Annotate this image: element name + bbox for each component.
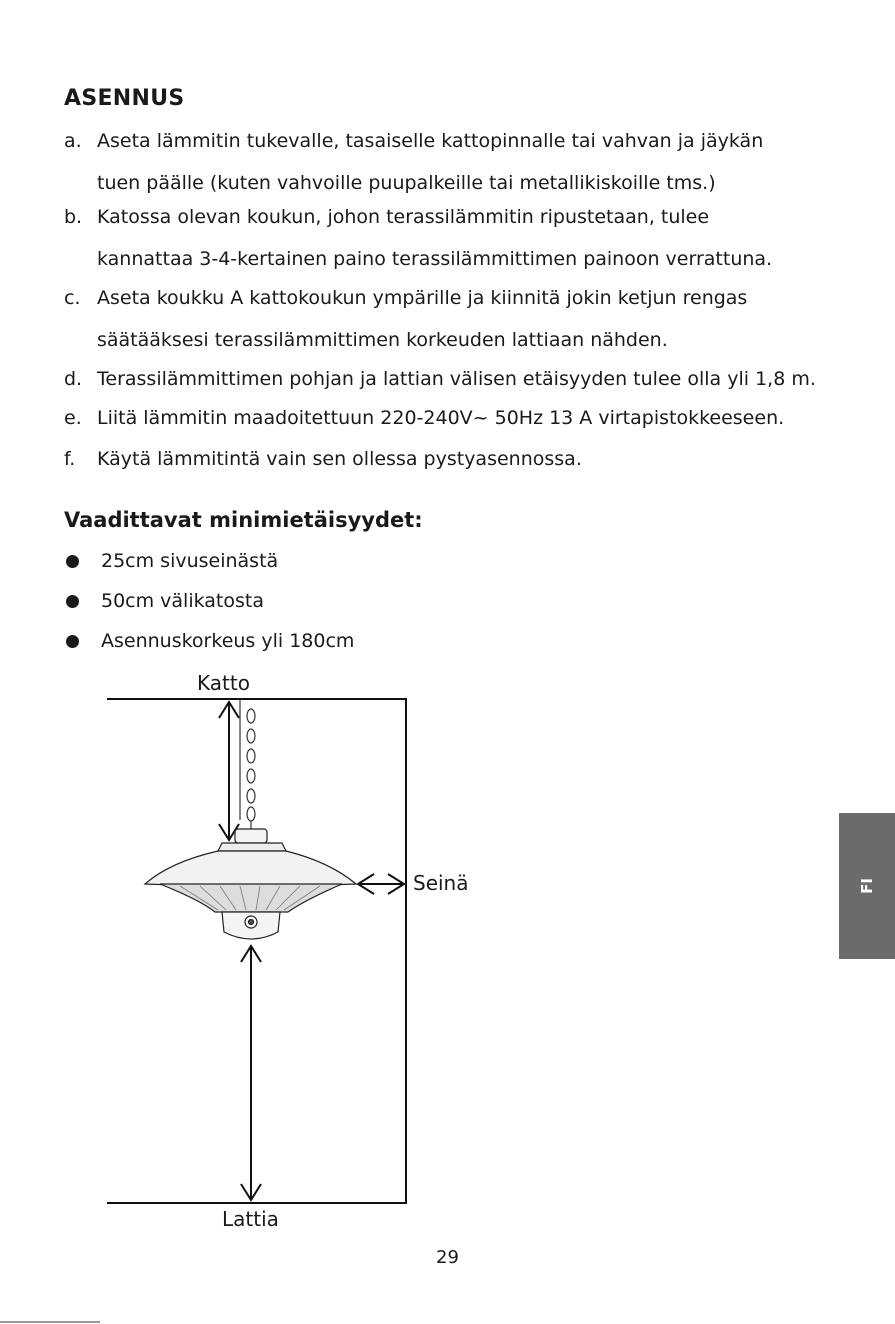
step-text: Katossa olevan koukun, johon terassilämmitin ripustetaan, tulee — [97, 206, 710, 228]
step-text: Aseta koukku A kattokoukun ympärille ja kiinnitä jokin ketjun rengas — [97, 287, 748, 309]
step-text: Liitä lämmitin maadoitettuun 220-240V~ 50Hz 13 A virtapistokkeeseen. — [97, 407, 785, 429]
step-letter: f. — [64, 448, 76, 470]
bullet-text: 50cm välikatosta — [101, 590, 264, 612]
wall-clearance-arrow — [358, 874, 404, 894]
step-text-cont: tuen päälle (kuten vahvoille puupalkeille tai metallikiskoille tms.) — [97, 172, 716, 194]
ceiling-clearance-arrow — [219, 702, 239, 840]
ceiling-label: Katto — [197, 671, 250, 695]
floor-height-arrow — [241, 946, 261, 1200]
step-text-cont: kannattaa 3-4-kertainen paino terassilämmittimen painoon verrattuna. — [97, 248, 773, 270]
bullet-text: 25cm sivuseinästä — [101, 550, 279, 572]
subheading: Vaadittavat minimietäisyydet: — [64, 508, 423, 532]
section-heading: ASENNUS — [64, 86, 185, 111]
step-text-cont: säätääksesi terassilämmittimen korkeuden lattiaan nähden. — [97, 329, 668, 351]
heater-icon — [145, 829, 356, 939]
step-letter: d. — [64, 368, 83, 390]
step-letter: a. — [64, 130, 82, 152]
step-text: Terassilämmittimen pohjan ja lattian välisen etäisyyden tulee olla yli 1,8 m. — [97, 368, 816, 390]
step-text: Aseta lämmitin tukevalle, tasaiselle kattopinnalle tai vahvan ja jäykän — [97, 130, 764, 152]
floor-label: Lattia — [222, 1207, 279, 1231]
step-letter: c. — [64, 287, 81, 309]
chain-icon — [240, 700, 255, 832]
step-letter: b. — [64, 206, 83, 228]
language-code: FI — [858, 878, 876, 894]
wall-label: Seinä — [413, 871, 469, 895]
bullet-text: Asennuskorkeus yli 180cm — [101, 630, 355, 652]
language-tab — [839, 813, 895, 959]
step-letter: e. — [64, 407, 82, 429]
step-text: Käytä lämmitintä vain sen ollessa pystyasennossa. — [97, 448, 582, 470]
page-number: 29 — [436, 1247, 459, 1268]
